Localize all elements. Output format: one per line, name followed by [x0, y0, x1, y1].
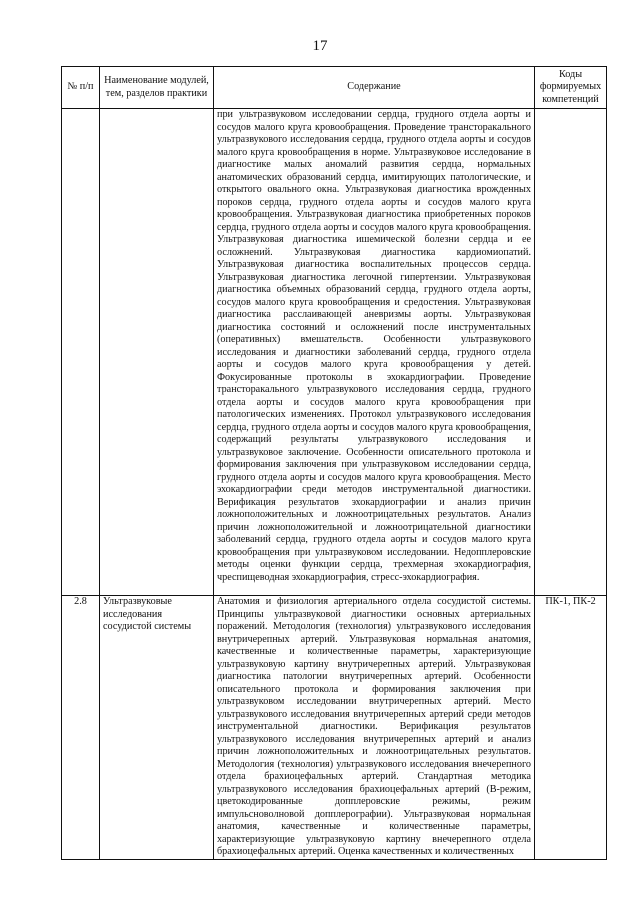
- row-codes: [535, 109, 607, 596]
- table-row: [62, 596, 607, 860]
- header-content: Содержание: [214, 67, 535, 109]
- table-row: [62, 109, 607, 596]
- row-content: при ультразвуковом исследовании сердца, грудного отдела аорты и сосудов малого круга кровообращения. Проведение трансторакального ультразвукового исследования сердца, грудного отдела аорты и сосудов малого круга кровообращения в норме. Ультразвуковое исследование в диагностике малых аномалий развития сердца, нормальных анатомических образований сердца, имитирующих патологические, и открытого овального окна. Ультразвуковая диагностика врожденных пороков сердца, грудного отдела аорты и сосудов малого круга кровообращения. Ультразвуковая диагностика приобретенных пороков сердца, грудного отдела аорты и сосудов малого круга кровообращения. Ультразвуковая диагностика ишемической болезни сердца и ее осложнений. Ультразвуковая диагностика кардиомиопатий. Ультразвуковая диагностика воспалительных процессов сердца. Ультразвуковая диагностика легочной гипертензии. Ультразвуковая диагностика объемных образований сердца, грудного отдела аорты, сосудов малого круга кровообращения и средостения. Ультразвуковая диагностика расслаивающей аневризмы аорты. Ультразвуковая диагностика состояний и осложнений после инструментальных (оперативных) вмешательств. Особенности ультразвукового исследования и диагностики заболеваний сердца, грудного отдела аорты и сосудов малого круга кровообращения у детей. Фокусированные протоколы в эхокардиографии. Проведение трансторакального ультразвукового исследования сердца, грудного отдела аорты и сосудов малого круга кровообращения при патологических изменениях. Протокол ультразвукового исследования сердца, грудного отдела аорты и сосудов малого круга кровообращения, содержащий результаты ультразвукового исследования и ультразвуковое заключение. Особенности описательного протокола и формирования заключения при ультразвуковом исследовании сердца, грудного отдела аорты и сосудов малого круга кровообращения. Место эхокардиографии среди методов инструментальной диагностики. Верификация результатов эхокардиографии и анализ причин ложноположительных и ложноотрицательных результатов. Анализ причин ложноположительной и ложноотрицательной диагностики заболеваний сердца, грудного отдела аорты и сосудов малого круга кровообращения при ультразвуковом исследовании. Недопплеровские методы оценки функции сердца, трехмерная эхокардиография, чреспищеводная эхокардиография, стресс-эхокардиография.: [214, 109, 535, 596]
- header-codes: Коды формируемых компетенций: [535, 67, 607, 109]
- row-num: 2.8: [62, 596, 100, 860]
- page-number: 17: [312, 38, 328, 54]
- curriculum-table: [61, 66, 607, 860]
- header-num: № п/п: [62, 67, 100, 109]
- header-name: Наименование модулей, тем, разделов практики: [100, 67, 214, 109]
- table-header-row: [62, 67, 607, 109]
- row-name: Ультразвуковые исследования сосудистой системы: [100, 596, 214, 860]
- row-content: Анатомия и физиология артериального отдела сосудистой системы. Принципы ультразвуковой диагностики основных артериальных поражений. Методология (технология) ультразвукового исследования внутричерепных артерий. Ультразвуковая нормальная анатомия, качественные и количественные параметры, характеризующие ультразвуковую картину внутричерепных артерий. Ультразвуковая диагностика патологии внутричерепных артерий. Особенности описательного протокола и формирования заключения при ультразвуковом исследовании внутричерепных артерий. Место ультразвукового исследования внутричерепных артерий среди методов инструментальной диагностики. Верификация результатов ультразвукового исследования внутричерепных артерий и анализ причин ложноположительных и ложноотрицательных результатов. Методология (технология) ультразвукового исследования внечерепного отдела брахиоцефальных артерий. Стандартная методика ультразвукового исследования брахиоцефальных артерий (В-режим, цветокодированные допплеровские режимы, режим импульсноволновой допплерографии). Ультразвуковая нормальная анатомия, качественные и количественные параметры, характеризующие ультразвуковую картину внечерепного отдела брахиоцефальных артерий. Оценка качественных и количественных: [214, 596, 535, 860]
- row-name: [100, 109, 214, 596]
- row-num: [62, 109, 100, 596]
- row-codes: ПК-1, ПК-2: [535, 596, 607, 860]
